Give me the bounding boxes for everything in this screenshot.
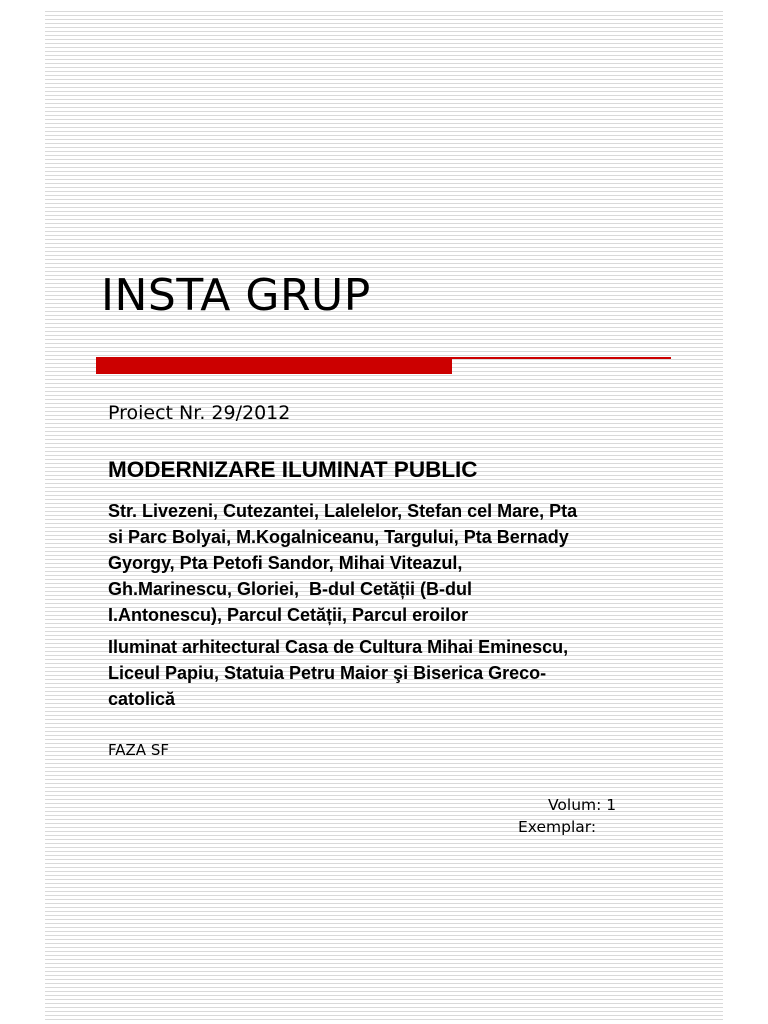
- volume-label: Volum: 1: [548, 796, 617, 814]
- document-title: MODERNIZARE ILUMINAT PUBLIC: [108, 457, 478, 482]
- streets-line: I.Antonescu), Parcul Cetății, Parcul eroilor: [108, 605, 469, 625]
- exemplar-label: Exemplar:: [518, 818, 597, 836]
- streets-line: Gyorgy, Pta Petofi Sandor, Mihai Viteazul,: [108, 553, 463, 573]
- project-number: Proiect Nr. 29/2012: [108, 402, 291, 424]
- architectural-line: Iluminat arhitectural Casa de Cultura Mihai Eminescu,: [108, 637, 569, 657]
- project-phase: FAZA SF: [108, 741, 169, 759]
- architectural-lighting: [108, 634, 688, 712]
- streets-line: si Parc Bolyai, M.Kogalniceanu, Targului, Pta Bernady: [108, 527, 569, 547]
- architectural-line: catolică: [108, 689, 176, 709]
- streets-list: [108, 498, 688, 628]
- streets-line: Str. Livezeni, Cutezantei, Lalelelor, Stefan cel Mare, Pta: [108, 501, 578, 521]
- architectural-line: Liceul Papiu, Statuia Petru Maior şi Biserica Greco-: [108, 663, 547, 683]
- company-name: INSTA GRUP: [101, 270, 371, 321]
- streets-line: Gh.Marinescu, Gloriei, B-dul Cetății (B-dul: [108, 579, 473, 599]
- header-rule-thick: [96, 359, 452, 374]
